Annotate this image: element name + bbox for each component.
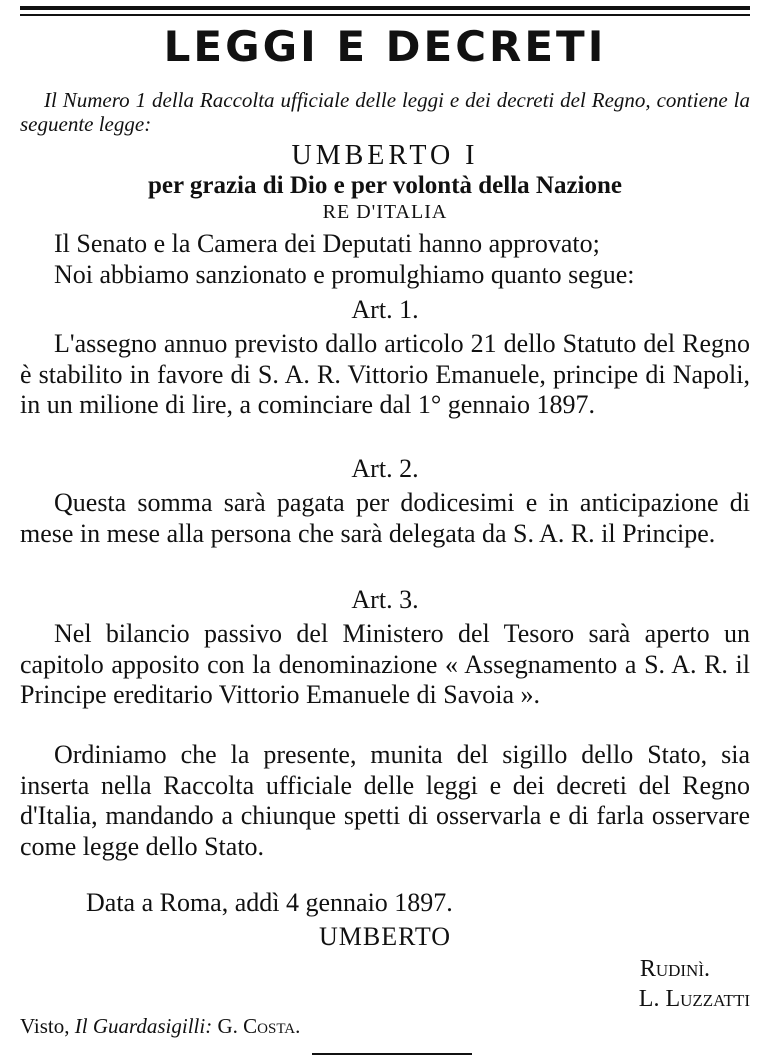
preamble-line-2: Noi abbiamo sanzionato e promulghiamo quanto segue: [54, 260, 635, 289]
article-3-heading: Art. 3. [351, 585, 419, 614]
king-signature: UMBERTO [318, 922, 452, 951]
sovereign-title: RE D'ITALIA [322, 201, 448, 223]
section-headline: LEGGI E DECRETI [163, 22, 607, 71]
article-3-text: Nel bilancio passivo del Ministero del Tesoro sarà aperto un capitolo apposito con la denominazione « Assegnamento a S. A. R. il Principe ereditario Vittorio Emanuele di Savoia ». [20, 619, 750, 709]
visto-prefix: Visto, [20, 1014, 70, 1038]
article-2-heading: Art. 2. [351, 454, 419, 483]
closing-paragraph: Ordiniamo che la presente, munita del sigillo dello Stato, sia inserta nella Raccolta ufficiale delle leggi e dei decreti del Regno d'Italia, mandando a chiunque spetti di osservarla e di farla osservare come legge dello Stato. [20, 740, 750, 861]
sovereign-name: UMBERTO I [291, 140, 479, 171]
visto-name: G. Costa. [217, 1014, 301, 1038]
visto-line [20, 1013, 300, 1039]
countersignature-luzzatti: L. Luzzatti [638, 986, 750, 1012]
visto-role: Il Guardasigilli: [74, 1014, 213, 1038]
top-rule [20, 6, 750, 16]
preamble-line-1: Il Senato e la Camera dei Deputati hanno approvato; [54, 229, 600, 258]
intro-paragraph: Il Numero 1 della Raccolta ufficiale delle leggi e dei decreti del Regno, contiene la seguente legge: [20, 88, 750, 136]
countersignature-rudini: Rudinì. [639, 956, 710, 982]
dateline: Data a Roma, addì 4 gennaio 1897. [86, 888, 453, 917]
article-2-text: Questa somma sarà pagata per dodicesimi e in anticipazione di mese in mese alla persona che sarà delegata da S. A. R. il Principe. [20, 488, 750, 548]
article-1-heading: Art. 1. [351, 295, 419, 324]
sovereign-grace-formula: per grazia di Dio e per volontà della Nazione [147, 172, 623, 199]
bottom-rule [312, 1053, 472, 1055]
article-1-text: L'assegno annuo previsto dallo articolo 21 dello Statuto del Regno è stabilito in favore di S. A. R. Vittorio Emanuele, principe di Napoli, in un milione di lire, a cominciare dal 1° gennaio 1897. [20, 329, 750, 419]
